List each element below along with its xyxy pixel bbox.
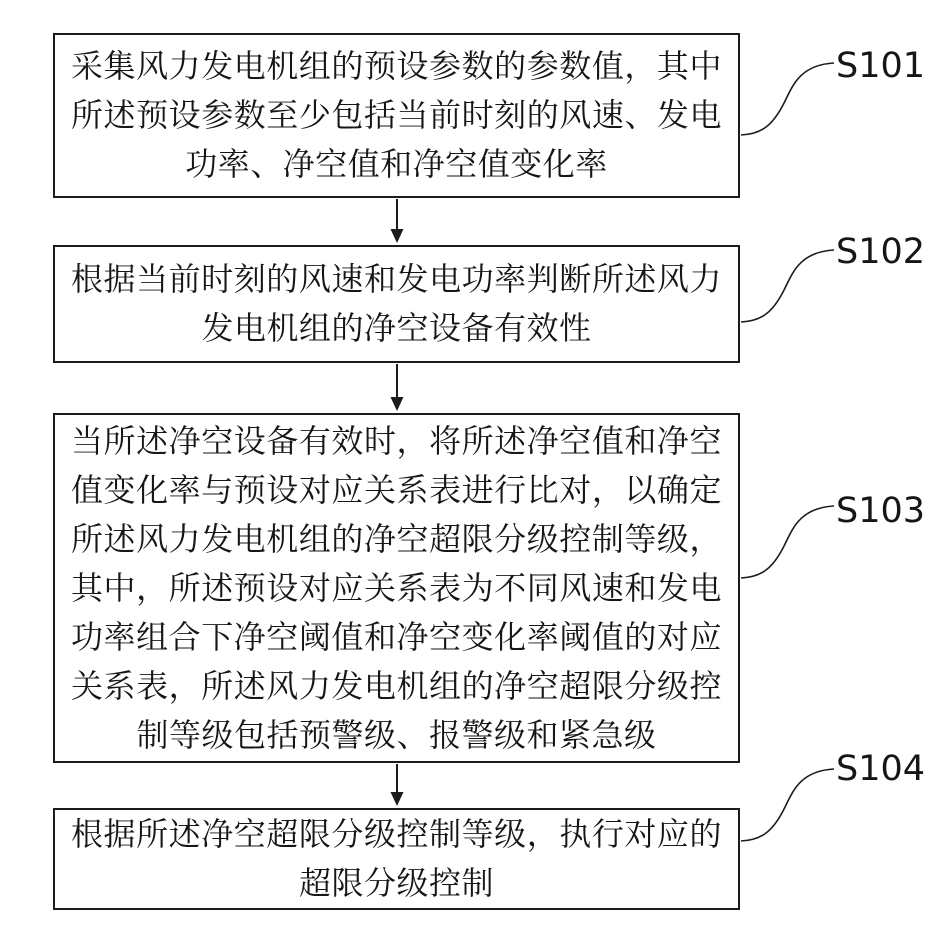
arrow-down-icon [391,199,404,243]
step-text-s102: 根据当前时刻的风速和发电功率判断所述风力发电机组的净空设备有效性 [71,261,722,346]
arrow-down-icon [391,364,404,411]
step-box-s104 [53,808,740,910]
leader-line [741,506,834,578]
step-label-s102: S102 [836,232,926,272]
step-label-s103: S103 [836,491,926,531]
step-text-s104: 根据所述净空超限分级控制等级，执行对应的超限分级控制 [71,816,722,901]
step-label-s104: S104 [836,749,926,789]
step-label-s101: S101 [836,46,926,86]
arrow-down-icon [391,764,404,806]
step-text-s103: 当所述净空设备有效时，将所述净空值和净空值变化率与预设对应关系表进行比对，以确定所述风力发电机组的净空超限分级控制等级，其中，所述预设对应关系表为不同风速和发电功率组合下净空阈值和净空变化率阈值的对应关系表，所述风力发电机组的净空超限分级控制等级包括预警级、报警级和紧急级 [71,422,722,753]
step-box-s103 [53,413,740,763]
step-text-s101: 采集风力发电机组的预设参数的参数值，其中所述预设参数至少包括当前时刻的风速、发电功率、净空值和净空值变化率 [71,48,722,182]
step-box-s101 [53,33,740,198]
step-box-s102 [53,245,740,363]
leader-line [741,63,834,135]
leader-line [741,769,834,841]
leader-line [741,250,834,322]
